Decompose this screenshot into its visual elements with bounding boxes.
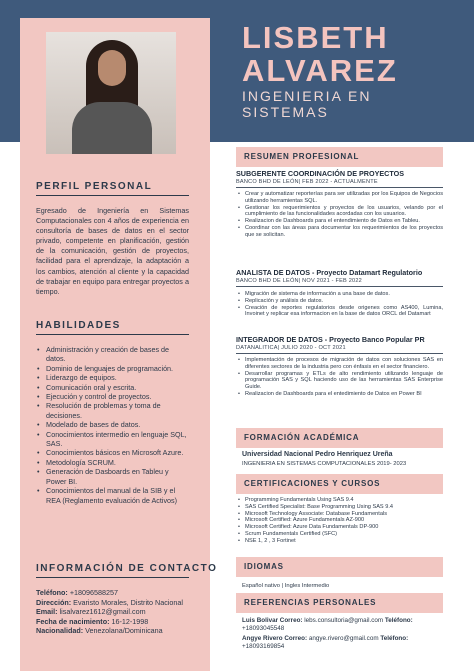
list-item: • Generación de Dasboards en Tableu y Power BI. [36,467,189,486]
divider [36,334,189,335]
list-item: • Conocimientos intermedio en lenguaje SQL, SAS. [36,430,189,449]
languages-heading: IDIOMAS [236,557,443,577]
divider [36,577,189,578]
certifications-list [236,497,443,545]
reference-1: Luis Bolivar Correo: lebs.consultoria@gmail.com Teléfono: +18093045548 [242,617,442,632]
job-title-line-2: SISTEMAS [242,104,329,120]
education-school: Universidad Nacional Pedro Henriquez Ureña [242,451,393,458]
job-title-line-1: INGENIERIA EN [242,88,372,104]
list-item: • Crear y automatizar reporterías para ser utilizadas por los Equipos de Negocios utilizando herramientas SQL. [236,191,443,205]
certifications-heading: CERTIFICACIONES Y CURSOS [236,474,443,494]
reference-phone: +18093045548 [242,624,285,632]
reference-2: Angye Rivero Correo: angye.rivero@gmail.com Teléfono: +18093169854 [242,635,442,650]
contact-heading: INFORMACIÓN DE CONTACTO [36,563,218,574]
job-1-bullets [236,191,443,239]
birth-value: 16-12-1998 [111,616,149,626]
job-3-bullets [236,357,443,398]
list-item: • Desarrollar programas y ETLs de alto rendimiento utilizando lenguaje de programación SAS y SQL haciendo uso de las herramientas SAS Enterprise Guide. [236,371,443,391]
profile-photo [46,32,176,154]
list-item: • Creación de reportes regulatorios desde origenes como AS400, Lumina, Invoinet y replicar esa informacion en la base de datos ORCL del Datamart [236,305,443,319]
skills-heading: HABILIDADES [36,320,121,331]
divider [236,353,443,354]
summary-heading: RESUMEN PROFESIONAL [236,147,443,167]
list-item: • SAS Certified Specialist: Base Programming Using SAS 9.4 [236,504,443,511]
phone-value: +18096588257 [69,588,118,597]
list-item: • Liderazgo de equipos. [36,373,189,382]
references-heading: REFERENCIAS PERSONALES [236,593,443,613]
divider [36,195,189,196]
job-3-title: INTEGRADOR DE DATOS - Proyecto Banco Popular PR [236,335,425,344]
job-1-subtitle: BANCO BHD DE LEÓN| FEB 2022 - ACTUALMENTE [236,179,378,185]
languages-text: Español nativo | Ingles Intermedio [242,583,330,589]
list-item: • Gestionar los requerimientos y proyectos de los usuarios, velando por el cumplimiento de las funcionalidades acordadas con los usuarios. [236,205,443,219]
list-item: • Conocimientos básicos en Microsoft Azure. [36,448,189,457]
skills-list [36,345,189,505]
job-2-subtitle: BANCO BHD DE LEÓN| NOV 2021 - FEB 2022 [236,278,362,284]
first-name: LISBETH [242,20,389,55]
list-item: • Coordinar con las áreas para documentar los requerimientos de los proyectos que se solicitan. [236,225,443,239]
list-item: • Microsoft Certified: Azure Data Fundamentals DP-900 [236,524,443,531]
education-heading: FORMACIÓN ACADÉMICA [236,428,443,448]
address-value: Evaristo Morales, Distrito Nacional [73,597,184,607]
job-2-bullets [236,291,443,318]
list-item: • Implementación de procesos de migración de datos con soluciones SAS en diferentes sectores de la industria pero con énfasis en el sector financiero. [236,357,443,371]
education-degree: INGENIERIA EN SISTEMAS COMPUTACIONALES 2019- 2023 [242,461,407,467]
reference-email: angye.rivero@gmail.com [308,635,379,642]
list-item: • Migración de sistema de información a una base de datos. [236,291,443,298]
list-item: • Programming Fundamentals Using SAS 9.4 [236,497,443,504]
list-item: • Dominio de lenguajes de programación. [36,364,189,373]
list-item: • Realizacion de Dashboards para el entendimiento de Datos en Tableu. [236,218,443,225]
divider [236,187,443,188]
reference-email: lebs.consultoria@gmail.com [304,617,384,624]
list-item: • Microsoft Certified: Azure Fundamentals AZ-900 [236,517,443,524]
contact-info: Teléfono: +18096588257 Dirección: Evaristo Morales, Distrito Nacional Email: lisalvarez1612@gmail.com Fecha de nacimiento: 16-12-1998 Nacionalidad: Venezolana/Dominicana [36,588,184,636]
email-value: lisalvarez1612@gmail.com [59,607,146,617]
list-item: • Modelado de bases de datos. [36,420,189,429]
nationality-value: Venezolana/Dominicana [85,626,163,636]
list-item: • NSE 1, 2 , 3 Fortinet [236,538,443,545]
list-item: • Replicación y análisis de datos. [236,298,443,305]
list-item: • Metodología SCRUM. [36,458,189,467]
list-item: • Resolución de problemas y toma de decisiones. [36,401,189,420]
job-3-subtitle: DATANALITICA| JULIO 2020 - OCT 2021 [236,345,346,351]
list-item: • Administración y creación de bases de datos. [36,345,189,364]
job-2-title: ANALISTA DE DATOS - Proyecto Datamart Regulatorio [236,268,423,277]
candidate-name [242,22,398,86]
list-item: • Microsoft Technology Associate: Database Fundamentals [236,511,443,518]
list-item: • Conocimientos del manual de la SIB y el REA (Reglamento evaluación de Activos) [36,486,189,505]
list-item: • Ejecución y control de proyectos. [36,392,189,401]
job-1-title: SUBGERENTE COORDINACIÓN DE PROYECTOS [236,169,404,178]
list-item: • Realizacion de Dashboards para el entedimiento de Datos en Power BI [236,391,443,398]
reference-phone: +18093169854 [242,642,285,650]
list-item: • Comunicación oral y escrita. [36,383,189,392]
last-name: ALVAREZ [242,53,398,88]
job-title [242,88,371,120]
profile-heading: PERFIL PERSONAL [36,181,153,192]
profile-text: Egresado de Ingeniería en Sistemas Computacionales con 4 años de experiencia en consultoría de bases de datos en el sector privado, competente en planificación, gestión de la comunicación, gestión de proyectos, facilidad para el aprendizaje, la adaptación a los cambios, atención al cliente y la capacidad de trabajar en equipo para entregar proyectos a tiempo. [36,206,189,296]
list-item: • Scrum Fundamentals Certified (SFC) [236,531,443,538]
divider [236,286,443,287]
